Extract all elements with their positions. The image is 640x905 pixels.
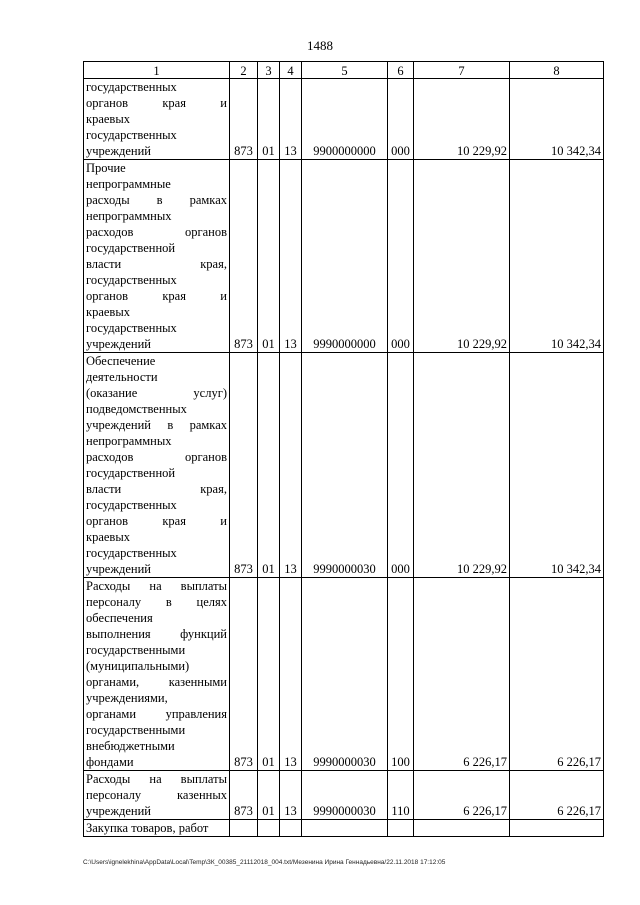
description-line: краевых <box>86 112 130 126</box>
description-line: непрограммных <box>86 434 172 448</box>
target-article-code <box>302 820 388 837</box>
section-code: 01 <box>258 79 280 160</box>
description-line: учреждений <box>86 804 151 818</box>
description-line: государственных <box>86 128 177 142</box>
amount-year-2: 10 342,34 <box>510 353 604 578</box>
section-code: 01 <box>258 771 280 820</box>
description-line: органами управления <box>86 707 227 721</box>
description-line: органов края и <box>86 96 227 110</box>
description-line: (муниципальными) <box>86 659 190 673</box>
description-line: Обеспечение <box>86 354 156 368</box>
header-col-6: 6 <box>388 62 414 79</box>
ministry-code <box>230 820 258 837</box>
row-description <box>84 578 230 771</box>
description-line: государственных <box>86 498 177 512</box>
header-row <box>84 62 604 79</box>
row-description <box>84 820 230 837</box>
header-col-5: 5 <box>302 62 388 79</box>
amount-year-2: 6 226,17 <box>510 578 604 771</box>
description-line: государственных <box>86 321 177 335</box>
section-code: 01 <box>258 160 280 353</box>
description-line: расходов органов <box>86 450 227 464</box>
amount-year-2: 10 342,34 <box>510 79 604 160</box>
target-article-code: 9990000000 <box>302 160 388 353</box>
ministry-code: 873 <box>230 771 258 820</box>
target-article-code: 9900000000 <box>302 79 388 160</box>
description-line: учреждений <box>86 144 151 158</box>
header-col-8: 8 <box>510 62 604 79</box>
amount-year-1 <box>414 820 510 837</box>
target-article-code: 9990000030 <box>302 771 388 820</box>
amount-year-1: 10 229,92 <box>414 79 510 160</box>
description-line: деятельности <box>86 370 158 384</box>
description-line: фондами <box>86 755 134 769</box>
description-line: власти края, <box>86 257 227 271</box>
description-line: Прочие <box>86 161 126 175</box>
description-line: государственными <box>86 723 186 737</box>
amount-year-1: 10 229,92 <box>414 160 510 353</box>
description-line: учреждений <box>86 562 151 576</box>
page-number: 1488 <box>307 38 333 53</box>
subsection-code: 13 <box>280 353 302 578</box>
description-line: подведомственных <box>86 402 187 416</box>
description-line: непрограммные <box>86 177 171 191</box>
target-article-code: 9990000030 <box>302 353 388 578</box>
subsection-code <box>280 820 302 837</box>
ministry-code: 873 <box>230 79 258 160</box>
description-line: обеспечения <box>86 611 153 625</box>
amount-year-2: 10 342,34 <box>510 160 604 353</box>
description-line: государственных <box>86 273 177 287</box>
description-line: учреждений в рамках <box>86 418 227 432</box>
target-article-code: 9990000030 <box>302 578 388 771</box>
table-row <box>84 353 604 578</box>
subsection-code: 13 <box>280 578 302 771</box>
description-line: Расходы на выплаты <box>86 772 227 786</box>
description-line: краевых <box>86 530 130 544</box>
ministry-code: 873 <box>230 578 258 771</box>
description-line: государственных <box>86 80 177 94</box>
header-col-2: 2 <box>230 62 258 79</box>
amount-year-2 <box>510 820 604 837</box>
amount-year-1: 10 229,92 <box>414 353 510 578</box>
description-line: непрограммных <box>86 209 172 223</box>
row-description <box>84 353 230 578</box>
section-code: 01 <box>258 578 280 771</box>
description-line: Закупка товаров, работ <box>86 821 209 835</box>
description-line: государственной <box>86 466 176 480</box>
description-line: Расходы на выплаты <box>86 579 227 593</box>
header-col-1: 1 <box>84 62 230 79</box>
table-row <box>84 578 604 771</box>
table-row <box>84 771 604 820</box>
description-line: органов края и <box>86 289 227 303</box>
description-line: расходы в рамках <box>86 193 227 207</box>
budget-table <box>83 61 604 837</box>
description-line: выполнения функций <box>86 627 227 641</box>
description-line: государственными <box>86 643 186 657</box>
header-col-3: 3 <box>258 62 280 79</box>
subsection-code: 13 <box>280 771 302 820</box>
table-body <box>84 79 604 837</box>
amount-year-2: 6 226,17 <box>510 771 604 820</box>
amount-year-1: 6 226,17 <box>414 771 510 820</box>
section-code <box>258 820 280 837</box>
description-line: расходов органов <box>86 225 227 239</box>
description-line: (оказание услуг) <box>86 386 227 400</box>
expense-type-code: 000 <box>388 353 414 578</box>
description-line: органов края и <box>86 514 227 528</box>
expense-type-code: 000 <box>388 79 414 160</box>
table-row <box>84 160 604 353</box>
row-description <box>84 160 230 353</box>
subsection-code: 13 <box>280 79 302 160</box>
description-line: государственной <box>86 241 176 255</box>
footer-file-path: C:\Users\ignelekhina\AppData\Local\Temp\ЗК_00385_21112018_004.txt/Мезенина Ирина Геннадьевна/22.11.2018 17:12:05 <box>83 859 446 866</box>
table-row <box>84 820 604 837</box>
expense-type-code: 100 <box>388 578 414 771</box>
expense-type-code: 110 <box>388 771 414 820</box>
row-description <box>84 79 230 160</box>
description-line: краевых <box>86 305 130 319</box>
row-description <box>84 771 230 820</box>
ministry-code: 873 <box>230 160 258 353</box>
description-line: учреждений <box>86 337 151 351</box>
description-line: государственных <box>86 546 177 560</box>
subsection-code: 13 <box>280 160 302 353</box>
description-line: органами, казенными <box>86 675 227 689</box>
expense-type-code <box>388 820 414 837</box>
header-col-7: 7 <box>414 62 510 79</box>
description-line: учреждениями, <box>86 691 168 705</box>
description-line: власти края, <box>86 482 227 496</box>
description-line: персоналу в целях <box>86 595 227 609</box>
ministry-code: 873 <box>230 353 258 578</box>
table-row <box>84 79 604 160</box>
header-col-4: 4 <box>280 62 302 79</box>
description-line: внебюджетными <box>86 739 175 753</box>
section-code: 01 <box>258 353 280 578</box>
amount-year-1: 6 226,17 <box>414 578 510 771</box>
description-line: персоналу казенных <box>86 788 227 802</box>
expense-type-code: 000 <box>388 160 414 353</box>
